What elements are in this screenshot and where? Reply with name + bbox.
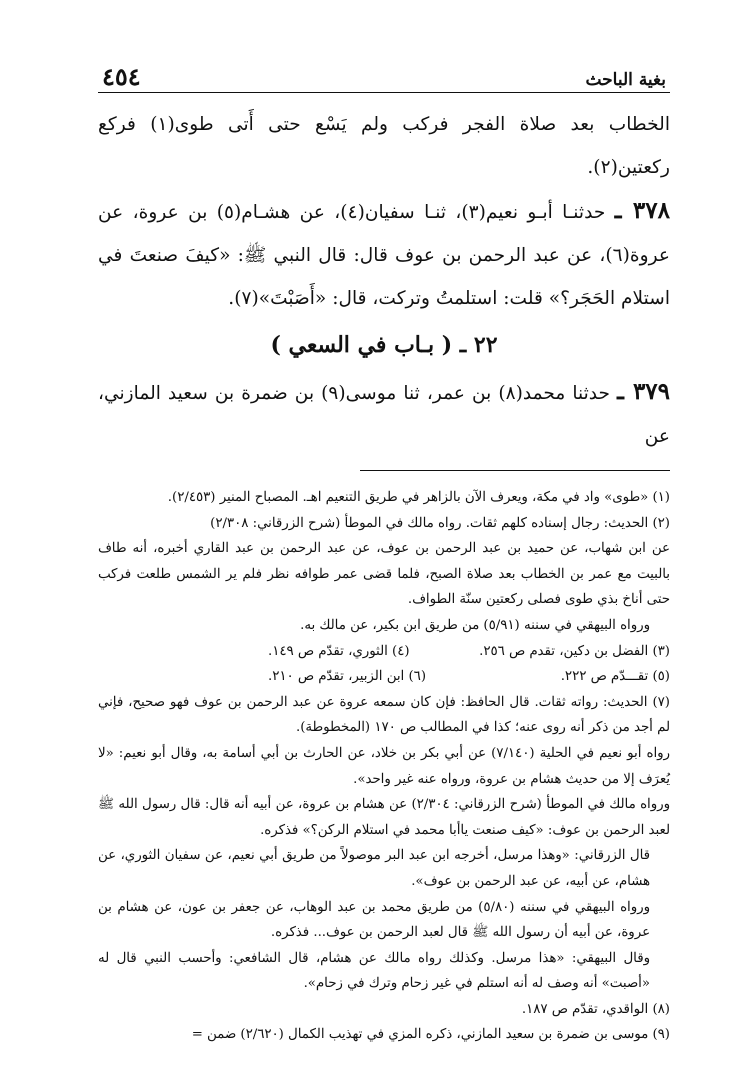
hadith-378: [98, 189, 670, 320]
hadith-number-378: ٣٧٨ ـ: [614, 197, 670, 224]
footnote-8: (٨) الواقدي، تقدّم ص ١٨٧.: [521, 1001, 670, 1017]
text-line-1: الخطاب بعد صلاة الفجر فركب ولم يَسْع حتى أَتى طوى(١) فركع ركعتين(٢).: [98, 114, 670, 178]
footnote-5: (٥) تقـــدّم ص ٢٢٢.: [560, 669, 670, 685]
footnote-7-cont-1: رواه أبو نعيم في الحلية (٧/١٤٠) عن أبي بكر بن خلاد، عن الحارث بن أبي أسامة به، وقال أبو نعيم: «لا يُعرَف إلا من حديث هشام بن عروة، ورواه عنه غير واحد».: [98, 745, 670, 787]
book-page: [98, 62, 670, 1048]
hadith-378-text: حدثنـا أبـو نعيم(٣)، ثنـا سفيان(٤)، عن هشـام(٥) بن عروة، عن عروة(٦)، عن عبد الرحمن بن عوف قال: قال النبي ﷺ: «كيفَ صنعتَ في استلام الحَجَر؟» قلت: استلمتُ وتركت، قال: «أَصَبْتَ»(٧).: [98, 202, 670, 309]
chapter-heading: ٢٢ ـ ( بـاب في السعي ): [270, 332, 498, 358]
hadith-379-text: حدثنا محمد(٨) بن عمر، ثنا موسى(٩) بن ضمرة بن سعيد المازني، عن: [98, 383, 670, 447]
footnote-9: (٩) موسى بن ضمرة بن سعيد المازني، ذكره المزي في تهذيب الكمال (٢/٦٢٠) ضمن =: [191, 1027, 670, 1043]
footnote-2-cont: عن ابن شهاب، عن حميد بن عبد الرحمن بن عوف، عن عبد الرحمن بن عبد القاري أخبره، أنه طاف بالبيت مع عمر بن الخطاب بعد صلاة الصبح، فلما قضى عمر طوافه نظر فلم ير الشمس طلعت فركب حتى أناخ بذي طوى فصلى ركعتين سنّة الطواف.: [98, 541, 670, 608]
footnote-3: (٣) الفضل بن دكين، تقدم ص ٢٥٦.: [479, 643, 670, 659]
footnotes: [98, 485, 670, 1048]
main-text: [98, 103, 670, 458]
footnote-7-cont-3: قال الزرقاني: «وهذا مرسل، أخرجه ابن عبد البر موصولاً من طريق أبي نعيم، عن سفيان الثوري، عن هشام، عن أبيه، عن عبد الرحمن بن عوف».: [98, 848, 650, 889]
footnote-2-cont-2: ورواه البيهقي في سننه (٥/٩١) من طريق ابن بكير، عن مالك به.: [300, 617, 650, 633]
page-header: [98, 62, 670, 93]
footnote-6: (٦) ابن الزبير، تقدّم ص ٢١٠.: [268, 669, 427, 685]
page-number: ٤٥٤: [102, 62, 141, 91]
footnote-row-5-6: [98, 664, 670, 690]
book-title: بغية الباحث: [585, 70, 666, 90]
footnote-row-3-4: [98, 639, 670, 665]
footnote-1: (١) «طوى» واد في مكة، ويعرف الآن بالزاهر في طريق التنعيم اهـ. المصباح المنير (٢/٤٥٣).: [167, 490, 670, 505]
hadith-number-379: ٣٧٩ ـ: [617, 378, 671, 405]
footnote-2: (٢) الحديث: رجال إسناده كلهم ثقات. رواه مالك في الموطأ (شرح الزرقاني: ٢/٣٠٨): [210, 515, 670, 531]
footnote-divider: [360, 470, 670, 471]
footnote-7-cont-2: ورواه مالك في الموطأ (شرح الزرقاني: ٢/٣٠٤) عن هشام بن عروة، عن أبيه أنه قال: قال رسول الله ﷺ لعبد الرحمن بن عوف: «كيف صنعت ياأبا محمد في استلام الركن؟» فذكره.: [98, 797, 671, 838]
footnote-7: (٧) الحديث: رواته ثقات. قال الحافظ: فإن كان سمعه عروة عن عبد الرحمن بن عوف فهو صحيح، فإني لم أجد من ذكر أنه روى عنه؛ كذا في المطالب ص ١٧٠ (المخطوطة).: [98, 694, 670, 736]
footnote-7-cont-5: وقال البيهقي: «هذا مرسل. وكذلك رواه مالك عن هشام، قال الشافعي: وأحسب النبي قال له «أصبت» أنه وصف له أنه استلم في غير زحام وترك في زحام».: [98, 950, 650, 992]
hadith-379: [98, 370, 670, 458]
footnote-7-cont-4: ورواه البيهقي في سننه (٥/٨٠) من طريق محمد بن عبد الوهاب، عن جعفر بن عون، عن هشام بن عروة، عن أبيه أن رسول الله ﷺ قال لعبد الرحمن بن عوف... فذكره.: [98, 899, 650, 941]
footnote-4: (٤) الثوري، تقدّم ص ١٤٩.: [268, 643, 410, 659]
